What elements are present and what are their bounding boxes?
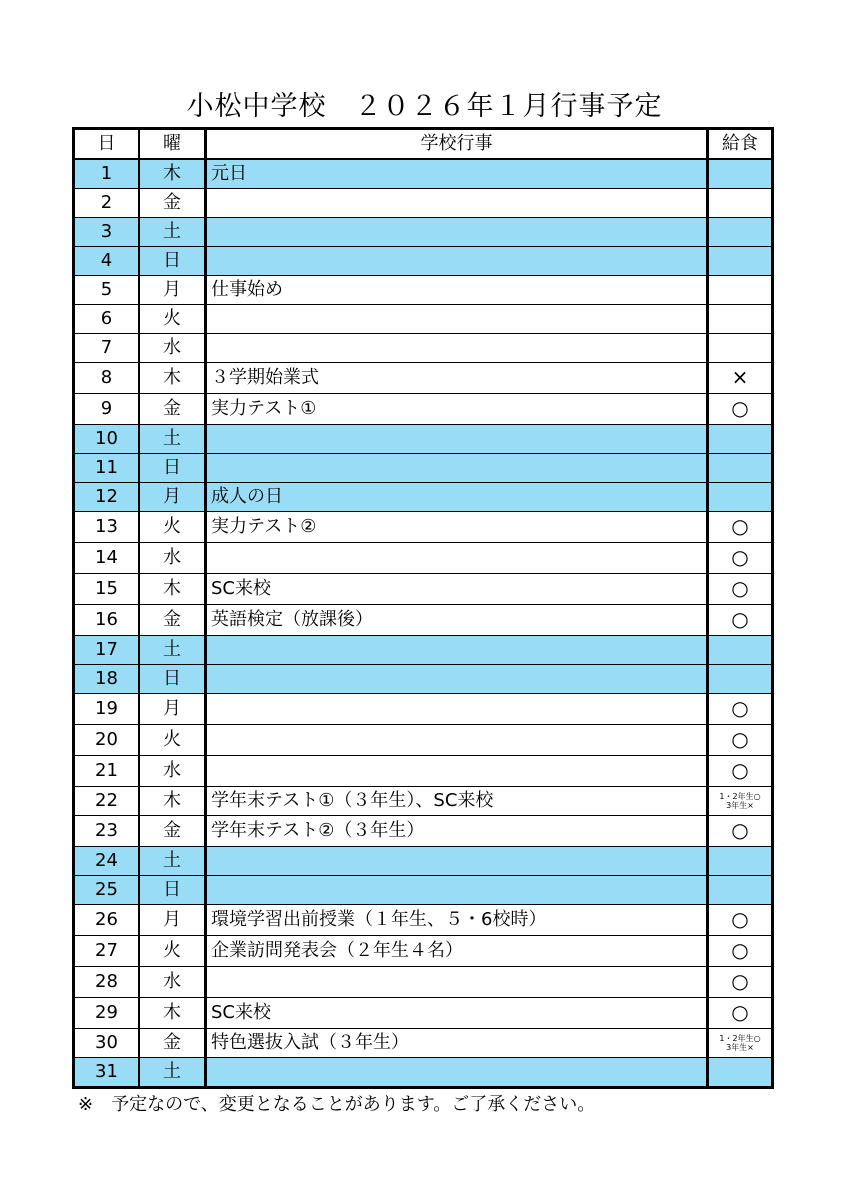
weekday-cell: 火 <box>139 936 206 967</box>
weekday-cell: 日 <box>139 247 206 276</box>
table-row <box>74 787 773 816</box>
lunch-cell <box>708 394 773 425</box>
day-cell: 5 <box>74 276 140 305</box>
table-row <box>74 636 773 665</box>
lunch-mark: ○ <box>731 818 749 842</box>
table-row <box>74 305 773 334</box>
header-weekday: 曜 <box>139 129 206 160</box>
lunch-cell <box>708 159 773 189</box>
weekday-cell: 木 <box>139 787 206 816</box>
weekday-cell: 金 <box>139 1029 206 1058</box>
weekday-cell: 日 <box>139 454 206 483</box>
lunch-cell <box>708 483 773 512</box>
weekday-cell: 木 <box>139 574 206 605</box>
weekday-cell: 日 <box>139 665 206 694</box>
day-cell: 1 <box>74 159 140 189</box>
lunch-cell <box>708 998 773 1029</box>
lunch-cell <box>708 1029 773 1058</box>
lunch-mark: ○ <box>731 545 749 569</box>
table-row <box>74 334 773 363</box>
lunch-mark: ○ <box>731 396 749 420</box>
day-cell: 2 <box>74 189 140 218</box>
lunch-cell <box>708 512 773 543</box>
header-day: 日 <box>74 129 140 160</box>
lunch-cell <box>708 605 773 636</box>
lunch-cell <box>708 936 773 967</box>
weekday-cell: 木 <box>139 363 206 394</box>
lunch-cell <box>708 756 773 787</box>
page-title: 小松中学校 ２０２６年１月行事予定 <box>186 91 663 122</box>
event-cell <box>206 305 708 334</box>
weekday-cell: 水 <box>139 334 206 363</box>
table-row <box>74 967 773 998</box>
lunch-mark: ○ <box>731 969 749 993</box>
day-cell: 18 <box>74 665 140 694</box>
lunch-cell <box>708 363 773 394</box>
weekday-cell: 木 <box>139 159 206 189</box>
lunch-mark: ○ <box>731 907 749 931</box>
weekday-cell: 火 <box>139 512 206 543</box>
day-cell: 31 <box>74 1058 140 1088</box>
table-header-row <box>74 129 773 160</box>
event-cell <box>206 1058 708 1088</box>
lunch-note-line: 1・2年生○ <box>719 1034 761 1043</box>
day-cell: 10 <box>74 425 140 454</box>
lunch-cell <box>708 905 773 936</box>
lunch-cell <box>708 276 773 305</box>
event-cell: 実力テスト② <box>206 512 708 543</box>
table-row <box>74 1029 773 1058</box>
weekday-cell: 火 <box>139 725 206 756</box>
table-row <box>74 816 773 847</box>
weekday-cell: 水 <box>139 543 206 574</box>
lunch-cell <box>708 636 773 665</box>
day-cell: 3 <box>74 218 140 247</box>
weekday-cell: 月 <box>139 694 206 725</box>
table-row <box>74 247 773 276</box>
lunch-cell <box>708 305 773 334</box>
table-row <box>74 454 773 483</box>
lunch-split-note <box>719 792 760 810</box>
weekday-cell: 土 <box>139 636 206 665</box>
event-cell: 学年末テスト①（３年生）、SC来校 <box>206 787 708 816</box>
lunch-mark: ○ <box>731 607 749 631</box>
day-cell: 13 <box>74 512 140 543</box>
lunch-cell <box>708 334 773 363</box>
table-row <box>74 276 773 305</box>
table-row <box>74 189 773 218</box>
table-row <box>74 998 773 1029</box>
event-cell <box>206 454 708 483</box>
lunch-mark: ○ <box>731 1000 749 1024</box>
footnote: ※ 予定なので、変更となることがあります。ご了承ください。 <box>78 1094 596 1115</box>
table-row <box>74 425 773 454</box>
event-cell <box>206 425 708 454</box>
day-cell: 26 <box>74 905 140 936</box>
table-row <box>74 394 773 425</box>
table-row <box>74 756 773 787</box>
weekday-cell: 土 <box>139 218 206 247</box>
table-row <box>74 483 773 512</box>
weekday-cell: 金 <box>139 816 206 847</box>
schedule-table <box>72 127 774 1089</box>
day-cell: 20 <box>74 725 140 756</box>
table-row <box>74 363 773 394</box>
lunch-mark: ○ <box>731 758 749 782</box>
event-cell <box>206 636 708 665</box>
day-cell: 30 <box>74 1029 140 1058</box>
event-cell: 特色選抜入試（３年生） <box>206 1029 708 1058</box>
event-cell: 仕事始め <box>206 276 708 305</box>
lunch-cell <box>708 543 773 574</box>
table-row <box>74 876 773 905</box>
table-row <box>74 1058 773 1088</box>
weekday-cell: 月 <box>139 276 206 305</box>
event-cell: 英語検定（放課後） <box>206 605 708 636</box>
event-cell: SC来校 <box>206 998 708 1029</box>
day-cell: 22 <box>74 787 140 816</box>
lunch-mark: ○ <box>731 696 749 720</box>
event-cell <box>206 189 708 218</box>
weekday-cell: 月 <box>139 905 206 936</box>
event-cell: ３学期始業式 <box>206 363 708 394</box>
lunch-cell <box>708 816 773 847</box>
day-cell: 14 <box>74 543 140 574</box>
day-cell: 7 <box>74 334 140 363</box>
weekday-cell: 金 <box>139 605 206 636</box>
event-cell <box>206 756 708 787</box>
day-cell: 24 <box>74 847 140 876</box>
table-row <box>74 665 773 694</box>
table-row <box>74 605 773 636</box>
weekday-cell: 水 <box>139 756 206 787</box>
lunch-cell <box>708 967 773 998</box>
lunch-cell <box>708 574 773 605</box>
weekday-cell: 水 <box>139 967 206 998</box>
table-row <box>74 936 773 967</box>
lunch-cell <box>708 189 773 218</box>
day-cell: 16 <box>74 605 140 636</box>
lunch-mark: × <box>731 365 749 389</box>
day-cell: 15 <box>74 574 140 605</box>
event-cell <box>206 725 708 756</box>
table-row <box>74 847 773 876</box>
table-row <box>74 725 773 756</box>
weekday-cell: 日 <box>139 876 206 905</box>
weekday-cell: 土 <box>139 847 206 876</box>
lunch-split-note <box>719 1034 760 1052</box>
day-cell: 19 <box>74 694 140 725</box>
lunch-cell <box>708 847 773 876</box>
lunch-mark: ○ <box>731 938 749 962</box>
day-cell: 27 <box>74 936 140 967</box>
lunch-cell <box>708 665 773 694</box>
weekday-cell: 土 <box>139 1058 206 1088</box>
day-cell: 28 <box>74 967 140 998</box>
day-cell: 8 <box>74 363 140 394</box>
event-cell: SC来校 <box>206 574 708 605</box>
day-cell: 23 <box>74 816 140 847</box>
lunch-mark: ○ <box>731 514 749 538</box>
weekday-cell: 木 <box>139 998 206 1029</box>
event-cell <box>206 218 708 247</box>
event-cell: 環境学習出前授業（１年生、５・6校時） <box>206 905 708 936</box>
lunch-mark: ○ <box>731 727 749 751</box>
header-lunch: 給食 <box>708 129 773 160</box>
lunch-cell <box>708 876 773 905</box>
weekday-cell: 金 <box>139 189 206 218</box>
lunch-mark: ○ <box>731 576 749 600</box>
day-cell: 17 <box>74 636 140 665</box>
lunch-note-line: 3年生× <box>726 801 754 810</box>
event-cell <box>206 694 708 725</box>
table-row <box>74 218 773 247</box>
event-cell <box>206 876 708 905</box>
event-cell <box>206 543 708 574</box>
event-cell: 学年末テスト②（３年生） <box>206 816 708 847</box>
day-cell: 6 <box>74 305 140 334</box>
event-cell <box>206 334 708 363</box>
table-row <box>74 543 773 574</box>
table-row <box>74 905 773 936</box>
weekday-cell: 火 <box>139 305 206 334</box>
event-cell: 成人の日 <box>206 483 708 512</box>
lunch-cell <box>708 454 773 483</box>
day-cell: 4 <box>74 247 140 276</box>
event-cell: 企業訪問発表会（２年生４名） <box>206 936 708 967</box>
lunch-note-line: 1・2年生○ <box>719 792 761 801</box>
day-cell: 12 <box>74 483 140 512</box>
table-row <box>74 574 773 605</box>
lunch-cell <box>708 425 773 454</box>
table-row <box>74 694 773 725</box>
lunch-cell <box>708 694 773 725</box>
event-cell <box>206 967 708 998</box>
lunch-cell <box>708 1058 773 1088</box>
lunch-cell <box>708 725 773 756</box>
weekday-cell: 月 <box>139 483 206 512</box>
event-cell <box>206 847 708 876</box>
table-row <box>74 512 773 543</box>
weekday-cell: 土 <box>139 425 206 454</box>
day-cell: 25 <box>74 876 140 905</box>
lunch-cell <box>708 218 773 247</box>
day-cell: 9 <box>74 394 140 425</box>
event-cell: 実力テスト① <box>206 394 708 425</box>
header-event: 学校行事 <box>206 129 708 160</box>
event-cell: 元日 <box>206 159 708 189</box>
day-cell: 11 <box>74 454 140 483</box>
table-row <box>74 159 773 189</box>
event-cell <box>206 665 708 694</box>
event-cell <box>206 247 708 276</box>
day-cell: 21 <box>74 756 140 787</box>
lunch-cell <box>708 787 773 816</box>
lunch-cell <box>708 247 773 276</box>
weekday-cell: 金 <box>139 394 206 425</box>
lunch-note-line: 3年生× <box>726 1043 754 1052</box>
day-cell: 29 <box>74 998 140 1029</box>
